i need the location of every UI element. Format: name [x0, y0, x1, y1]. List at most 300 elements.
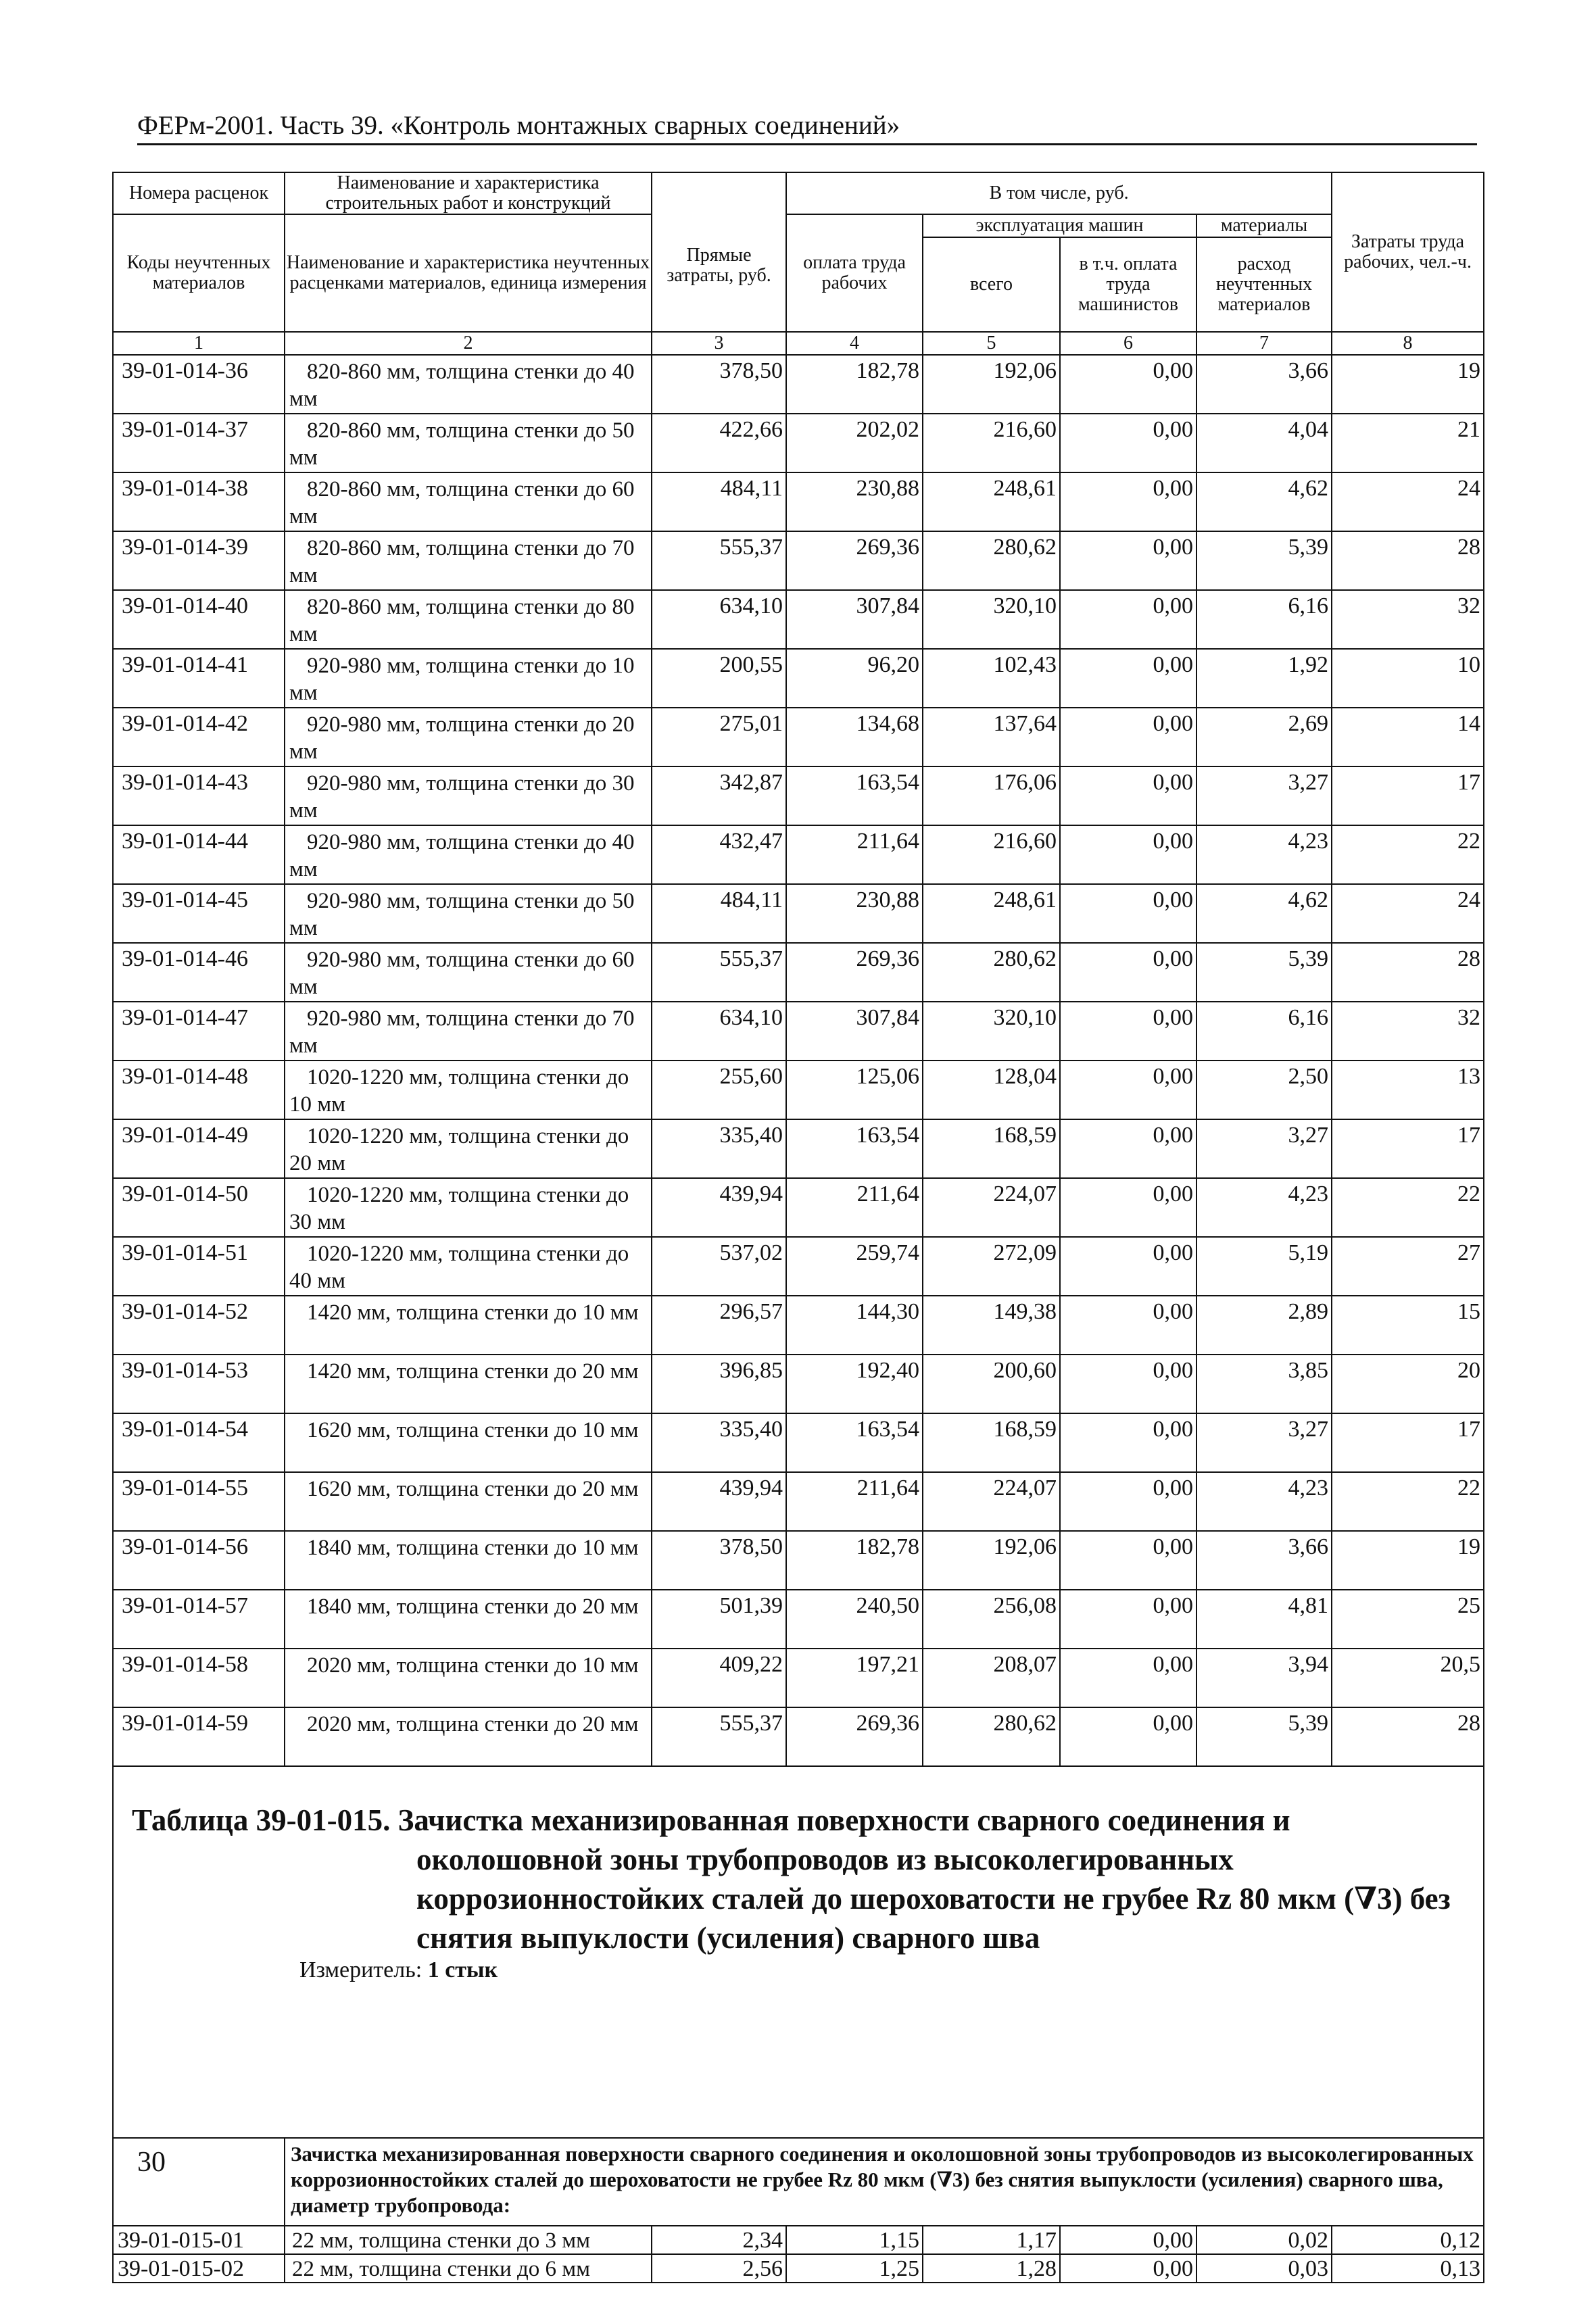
price-table — [112, 172, 1484, 2283]
measure-unit — [299, 1957, 498, 1983]
machines-total: 224,07 — [923, 1178, 1060, 1237]
operators-pay: 0,00 — [1060, 766, 1196, 825]
description-line: 1020-1220 мм, толщина стенки — [307, 1242, 601, 1266]
hdr-direct-costs: Прямые затраты, руб. — [652, 172, 786, 332]
table-015-title: Таблица 39-01-015. Зачистка механизированная поверхности сварного соединения и околошовной зоны трубопроводов из высоколегированных коррозионностойких сталей до шероховатости не грубее Rz 80 мкм (∇3) без снятия выпуклости (усиления) сварного шва — [132, 1803, 1451, 1955]
description-line: 2020 мм, толщина стенки до 10 — [307, 1653, 605, 1678]
hdr-material-name: Наименование и характеристика неучтенных расценками материалов, единица измерения — [285, 214, 652, 332]
operators-pay: 0,00 — [1060, 1590, 1196, 1649]
direct-costs: 2,34 — [652, 2226, 786, 2254]
direct-costs: 335,40 — [652, 1413, 786, 1472]
labor-hours: 17 — [1332, 1119, 1484, 1178]
workers-pay: 307,84 — [786, 590, 923, 649]
work-description — [285, 1002, 652, 1061]
description-line: 40 мм — [289, 830, 635, 881]
workers-pay: 211,64 — [786, 825, 923, 884]
rate-code: 39-01-014-41 — [113, 649, 285, 708]
description-line: 820-860 мм, толщина стенки до — [307, 536, 607, 560]
machines-total: 280,62 — [923, 943, 1060, 1002]
operators-pay: 0,00 — [1060, 708, 1196, 766]
materials-cost: 3,66 — [1196, 1531, 1332, 1590]
rate-code: 39-01-015-01 — [113, 2226, 285, 2254]
description-line: мм — [610, 1536, 639, 1560]
operators-pay: 0,00 — [1060, 1296, 1196, 1355]
labor-hours: 14 — [1332, 708, 1484, 766]
hdr-material-codes: Коды неучтенных материалов — [113, 214, 285, 332]
table-row — [113, 825, 1484, 884]
description-line: 80 мм — [289, 595, 635, 646]
operators-pay: 0,00 — [1060, 1707, 1196, 1766]
rate-code: 39-01-014-50 — [113, 1178, 285, 1237]
table-row — [113, 2254, 1484, 2283]
workers-pay: 307,84 — [786, 1002, 923, 1061]
labor-hours: 17 — [1332, 1413, 1484, 1472]
work-description — [285, 1355, 652, 1413]
labor-hours: 24 — [1332, 884, 1484, 943]
workers-pay: 163,54 — [786, 1413, 923, 1472]
materials-cost: 4,23 — [1196, 825, 1332, 884]
materials-cost: 3,27 — [1196, 1119, 1332, 1178]
description-line: до 20 мм — [289, 1124, 629, 1175]
operators-pay: 0,00 — [1060, 1061, 1196, 1119]
labor-hours: 20,5 — [1332, 1649, 1484, 1707]
description-line: до 30 мм — [289, 1183, 629, 1234]
workers-pay: 144,30 — [786, 1296, 923, 1355]
work-description — [285, 1707, 652, 1766]
description-line: 40 мм — [289, 360, 635, 411]
direct-costs: 634,10 — [652, 590, 786, 649]
table-row — [113, 1413, 1484, 1472]
rate-code: 39-01-014-36 — [113, 355, 285, 414]
operators-pay: 0,00 — [1060, 1002, 1196, 1061]
rate-code: 39-01-014-48 — [113, 1061, 285, 1119]
operators-pay: 0,00 — [1060, 2226, 1196, 2254]
workers-pay: 192,40 — [786, 1355, 923, 1413]
work-description — [285, 1061, 652, 1119]
table-row — [113, 531, 1484, 590]
operators-pay: 0,00 — [1060, 1531, 1196, 1590]
description-line: мм — [610, 1653, 639, 1678]
rate-code: 39-01-014-58 — [113, 1649, 285, 1707]
operators-pay: 0,00 — [1060, 1237, 1196, 1296]
table-row — [113, 1707, 1484, 1766]
description-line: 30 мм — [289, 771, 635, 823]
machines-total: 280,62 — [923, 1707, 1060, 1766]
materials-cost: 6,16 — [1196, 1002, 1332, 1061]
direct-costs: 501,39 — [652, 1590, 786, 1649]
description-line: 70 мм — [289, 1006, 635, 1058]
col-number: 8 — [1332, 332, 1484, 355]
direct-costs: 634,10 — [652, 1002, 786, 1061]
direct-costs: 2,56 — [652, 2254, 786, 2283]
labor-hours: 24 — [1332, 472, 1484, 531]
work-description — [285, 943, 652, 1002]
direct-costs: 555,37 — [652, 1707, 786, 1766]
workers-pay: 163,54 — [786, 1119, 923, 1178]
table-015-subheading: Зачистка механизированная поверхности сварного соединения и околошовной зоны трубопроводов из высоколегированных коррозионностойких сталей до шероховатости не грубее Rz 80 мкм (∇3) без снятия выпуклости (усиления) сварного шва, диаметр трубопровода: — [285, 2138, 1484, 2226]
work-description — [285, 1178, 652, 1237]
machines-total: 1,28 — [923, 2254, 1060, 2283]
table-row — [113, 1119, 1484, 1178]
rate-code: 39-01-014-40 — [113, 590, 285, 649]
table-row — [113, 1296, 1484, 1355]
machines-total: 272,09 — [923, 1237, 1060, 1296]
workers-pay: 269,36 — [786, 1707, 923, 1766]
description-line: 1840 мм, толщина стенки до 10 — [307, 1536, 605, 1560]
col-number: 1 — [113, 332, 285, 355]
direct-costs: 396,85 — [652, 1355, 786, 1413]
table-015-title-block — [114, 1767, 1483, 2137]
machines-total: 216,60 — [923, 414, 1060, 472]
work-description — [285, 1472, 652, 1531]
labor-hours: 28 — [1332, 943, 1484, 1002]
rate-code: 39-01-014-38 — [113, 472, 285, 531]
labor-hours: 32 — [1332, 1002, 1484, 1061]
operators-pay: 0,00 — [1060, 1178, 1196, 1237]
rate-code: 39-01-014-54 — [113, 1413, 285, 1472]
description-line: мм — [610, 1712, 639, 1736]
machines-total: 248,61 — [923, 884, 1060, 943]
machines-total: 137,64 — [923, 708, 1060, 766]
direct-costs: 432,47 — [652, 825, 786, 884]
labor-hours: 27 — [1332, 1237, 1484, 1296]
direct-costs: 296,57 — [652, 1296, 786, 1355]
description-line: 70 мм — [289, 536, 635, 587]
work-description — [285, 1590, 652, 1649]
rate-code: 39-01-014-46 — [113, 943, 285, 1002]
hdr-machines-total: всего — [923, 237, 1060, 332]
workers-pay: 211,64 — [786, 1178, 923, 1237]
description-line: 2020 мм, толщина стенки до 20 — [307, 1712, 605, 1736]
operators-pay: 0,00 — [1060, 414, 1196, 472]
hdr-work-name: Наименование и характеристика строительных работ и конструкций — [285, 172, 652, 214]
direct-costs: 555,37 — [652, 943, 786, 1002]
machines-total: 149,38 — [923, 1296, 1060, 1355]
description-line: 50 мм — [289, 418, 635, 470]
measure-label: Измеритель: — [299, 1957, 422, 1982]
table-row — [113, 1061, 1484, 1119]
table-row — [113, 472, 1484, 531]
description-line: 920-980 мм, толщина стенки до — [307, 830, 607, 854]
rate-code: 39-01-014-37 — [113, 414, 285, 472]
workers-pay: 211,64 — [786, 1472, 923, 1531]
direct-costs: 200,55 — [652, 649, 786, 708]
work-description — [285, 825, 652, 884]
description-line: 50 мм — [289, 889, 635, 940]
description-line: 820-860 мм, толщина стенки до — [307, 418, 607, 443]
labor-hours: 21 — [1332, 414, 1484, 472]
materials-cost: 2,89 — [1196, 1296, 1332, 1355]
workers-pay: 259,74 — [786, 1237, 923, 1296]
workers-pay: 1,25 — [786, 2254, 923, 2283]
table-row — [113, 1531, 1484, 1590]
description-line: 820-860 мм, толщина стенки до — [307, 477, 607, 502]
table-row — [113, 943, 1484, 1002]
machines-total: 320,10 — [923, 1002, 1060, 1061]
machines-total: 280,62 — [923, 531, 1060, 590]
description-line: 1020-1220 мм, толщина стенки — [307, 1065, 601, 1090]
direct-costs: 409,22 — [652, 1649, 786, 1707]
operators-pay: 0,00 — [1060, 649, 1196, 708]
col-number: 3 — [652, 332, 786, 355]
direct-costs: 439,94 — [652, 1178, 786, 1237]
table-row — [113, 649, 1484, 708]
machines-total: 102,43 — [923, 649, 1060, 708]
direct-costs: 255,60 — [652, 1061, 786, 1119]
materials-cost: 0,03 — [1196, 2254, 1332, 2283]
workers-pay: 240,50 — [786, 1590, 923, 1649]
description-line: 1020-1220 мм, толщина стенки — [307, 1124, 601, 1148]
work-description — [285, 355, 652, 414]
work-description — [285, 766, 652, 825]
description-line: 920-980 мм, толщина стенки до — [307, 654, 607, 678]
materials-cost: 4,23 — [1196, 1472, 1332, 1531]
description-line: 10 мм — [289, 654, 635, 705]
operators-pay: 0,00 — [1060, 2254, 1196, 2283]
description-line: 60 мм — [289, 948, 635, 999]
rate-code: 39-01-014-45 — [113, 884, 285, 943]
col-number: 4 — [786, 332, 923, 355]
col-number: 2 — [285, 332, 652, 355]
work-description — [285, 1531, 652, 1590]
workers-pay: 202,02 — [786, 414, 923, 472]
operators-pay: 0,00 — [1060, 1413, 1196, 1472]
work-description — [285, 590, 652, 649]
labor-hours: 28 — [1332, 531, 1484, 590]
workers-pay: 230,88 — [786, 472, 923, 531]
operators-pay: 0,00 — [1060, 1119, 1196, 1178]
rate-code: 39-01-014-53 — [113, 1355, 285, 1413]
machines-total: 320,10 — [923, 590, 1060, 649]
machines-total: 208,07 — [923, 1649, 1060, 1707]
labor-hours: 22 — [1332, 1472, 1484, 1531]
labor-hours: 19 — [1332, 355, 1484, 414]
description-line: 1420 мм, толщина стенки до 10 — [307, 1300, 605, 1325]
materials-cost: 5,19 — [1196, 1237, 1332, 1296]
col-number: 5 — [923, 332, 1060, 355]
workers-pay: 96,20 — [786, 649, 923, 708]
work-description — [285, 414, 652, 472]
materials-cost: 0,02 — [1196, 2226, 1332, 2254]
page-number: 30 — [137, 2147, 166, 2178]
description-line: 60 мм — [289, 477, 635, 529]
rate-code: 39-01-014-44 — [113, 825, 285, 884]
description-line: мм — [610, 1300, 639, 1325]
description-line: 20 мм — [289, 712, 635, 764]
description-line: 920-980 мм, толщина стенки до — [307, 771, 607, 796]
description-line: 920-980 мм, толщина стенки до — [307, 948, 607, 972]
materials-cost: 1,92 — [1196, 649, 1332, 708]
materials-cost: 3,94 — [1196, 1649, 1332, 1707]
description-line: мм — [610, 1418, 639, 1442]
workers-pay: 1,15 — [786, 2226, 923, 2254]
table-row — [113, 1590, 1484, 1649]
machines-total: 176,06 — [923, 766, 1060, 825]
table-row — [113, 2226, 1484, 2254]
materials-cost: 4,62 — [1196, 884, 1332, 943]
workers-pay: 182,78 — [786, 1531, 923, 1590]
operators-pay: 0,00 — [1060, 884, 1196, 943]
description-line: 820-860 мм, толщина стенки до — [307, 360, 607, 384]
work-description — [285, 472, 652, 531]
operators-pay: 0,00 — [1060, 1355, 1196, 1413]
hdr-including: В том числе, руб. — [786, 172, 1332, 214]
description-line: 920-980 мм, толщина стенки до — [307, 712, 607, 737]
materials-cost: 3,85 — [1196, 1355, 1332, 1413]
description-line: до 10 мм — [289, 1065, 629, 1117]
operators-pay: 0,00 — [1060, 1649, 1196, 1707]
labor-hours: 15 — [1332, 1296, 1484, 1355]
workers-pay: 134,68 — [786, 708, 923, 766]
description-line: мм — [610, 1477, 639, 1501]
rate-code: 39-01-014-59 — [113, 1707, 285, 1766]
rate-code: 39-01-014-39 — [113, 531, 285, 590]
workers-pay: 230,88 — [786, 884, 923, 943]
direct-costs: 378,50 — [652, 355, 786, 414]
description-line: 1840 мм, толщина стенки до 20 — [307, 1594, 605, 1619]
hdr-workers-pay: оплата труда рабочих — [786, 214, 923, 332]
direct-costs: 342,87 — [652, 766, 786, 825]
operators-pay: 0,00 — [1060, 531, 1196, 590]
work-description: 22 мм, толщина стенки до 3 мм — [285, 2226, 652, 2254]
description-line: 1020-1220 мм, толщина стенки — [307, 1183, 601, 1207]
operators-pay: 0,00 — [1060, 943, 1196, 1002]
direct-costs: 422,66 — [652, 414, 786, 472]
rate-code: 39-01-014-51 — [113, 1237, 285, 1296]
description-line: 920-980 мм, толщина стенки до — [307, 1006, 607, 1031]
table-row — [113, 1178, 1484, 1237]
col-number: 6 — [1060, 332, 1196, 355]
operators-pay: 0,00 — [1060, 355, 1196, 414]
table-row — [113, 708, 1484, 766]
direct-costs: 439,94 — [652, 1472, 786, 1531]
hdr-machines: эксплуатация машин — [923, 214, 1196, 237]
operators-pay: 0,00 — [1060, 1472, 1196, 1531]
workers-pay: 182,78 — [786, 355, 923, 414]
materials-cost: 3,27 — [1196, 766, 1332, 825]
machines-total: 256,08 — [923, 1590, 1060, 1649]
description-line: 1620 мм, толщина стенки до 10 — [307, 1418, 605, 1442]
direct-costs: 484,11 — [652, 472, 786, 531]
workers-pay: 269,36 — [786, 531, 923, 590]
materials-cost: 4,62 — [1196, 472, 1332, 531]
machines-total: 192,06 — [923, 1531, 1060, 1590]
description-line: мм — [610, 1594, 639, 1619]
labor-hours: 19 — [1332, 1531, 1484, 1590]
description-line: 1420 мм, толщина стенки до 20 — [307, 1359, 605, 1384]
operators-pay: 0,00 — [1060, 590, 1196, 649]
rate-code: 39-01-014-49 — [113, 1119, 285, 1178]
description-line: 920-980 мм, толщина стенки до — [307, 889, 607, 913]
work-description: 22 мм, толщина стенки до 6 мм — [285, 2254, 652, 2283]
running-header: ФЕРм-2001. Часть 39. «Контроль монтажных сварных соединений» — [137, 108, 1477, 145]
materials-cost: 4,81 — [1196, 1590, 1332, 1649]
machines-total: 128,04 — [923, 1061, 1060, 1119]
hdr-labor: Затраты труда рабочих, чел.-ч. — [1332, 172, 1484, 332]
work-description — [285, 1237, 652, 1296]
workers-pay: 269,36 — [786, 943, 923, 1002]
hdr-materials-consumption: расход неучтенных материалов — [1196, 237, 1332, 332]
labor-hours: 0,12 — [1332, 2226, 1484, 2254]
work-description — [285, 708, 652, 766]
table-row — [113, 884, 1484, 943]
labor-hours: 17 — [1332, 766, 1484, 825]
table-row — [113, 1472, 1484, 1531]
description-line: 820-860 мм, толщина стенки до — [307, 595, 607, 619]
table-row — [113, 355, 1484, 414]
labor-hours: 25 — [1332, 1590, 1484, 1649]
labor-hours: 13 — [1332, 1061, 1484, 1119]
table-row — [113, 1649, 1484, 1707]
machines-total: 216,60 — [923, 825, 1060, 884]
direct-costs: 378,50 — [652, 1531, 786, 1590]
direct-costs: 555,37 — [652, 531, 786, 590]
labor-hours: 22 — [1332, 1178, 1484, 1237]
rate-code: 39-01-014-43 — [113, 766, 285, 825]
rate-code: 39-01-014-55 — [113, 1472, 285, 1531]
description-line: до 40 мм — [289, 1242, 629, 1293]
labor-hours: 28 — [1332, 1707, 1484, 1766]
hdr-rate-numbers: Номера расценок — [113, 172, 285, 214]
machines-total: 1,17 — [923, 2226, 1060, 2254]
rate-code: 39-01-014-57 — [113, 1590, 285, 1649]
materials-cost: 6,16 — [1196, 590, 1332, 649]
direct-costs: 335,40 — [652, 1119, 786, 1178]
table-row — [113, 766, 1484, 825]
materials-cost: 4,04 — [1196, 414, 1332, 472]
work-description — [285, 1649, 652, 1707]
table-row — [113, 1237, 1484, 1296]
machines-total: 248,61 — [923, 472, 1060, 531]
rate-code: 39-01-014-47 — [113, 1002, 285, 1061]
workers-pay: 125,06 — [786, 1061, 923, 1119]
measure-value: 1 стык — [427, 1957, 498, 1982]
machines-total: 200,60 — [923, 1355, 1060, 1413]
labor-hours: 20 — [1332, 1355, 1484, 1413]
work-description — [285, 649, 652, 708]
workers-pay: 197,21 — [786, 1649, 923, 1707]
rate-code: 39-01-014-42 — [113, 708, 285, 766]
rate-code: 39-01-014-56 — [113, 1531, 285, 1590]
labor-hours: 22 — [1332, 825, 1484, 884]
work-description — [285, 1296, 652, 1355]
materials-cost: 2,50 — [1196, 1061, 1332, 1119]
labor-hours: 0,13 — [1332, 2254, 1484, 2283]
col-number: 7 — [1196, 332, 1332, 355]
hdr-operators-pay: в т.ч. оплата труда машинистов — [1060, 237, 1196, 332]
table-row — [113, 1002, 1484, 1061]
work-description — [285, 1119, 652, 1178]
materials-cost: 3,66 — [1196, 355, 1332, 414]
labor-hours: 10 — [1332, 649, 1484, 708]
materials-cost: 2,69 — [1196, 708, 1332, 766]
description-line: 1620 мм, толщина стенки до 20 — [307, 1477, 605, 1501]
materials-cost: 5,39 — [1196, 531, 1332, 590]
machines-total: 224,07 — [923, 1472, 1060, 1531]
work-description — [285, 531, 652, 590]
rate-code: 39-01-015-02 — [113, 2254, 285, 2283]
work-description — [285, 1413, 652, 1472]
direct-costs: 275,01 — [652, 708, 786, 766]
table-row — [113, 590, 1484, 649]
machines-total: 168,59 — [923, 1413, 1060, 1472]
operators-pay: 0,00 — [1060, 472, 1196, 531]
table-row — [113, 1355, 1484, 1413]
direct-costs: 537,02 — [652, 1237, 786, 1296]
direct-costs: 484,11 — [652, 884, 786, 943]
machines-total: 168,59 — [923, 1119, 1060, 1178]
machines-total: 192,06 — [923, 355, 1060, 414]
